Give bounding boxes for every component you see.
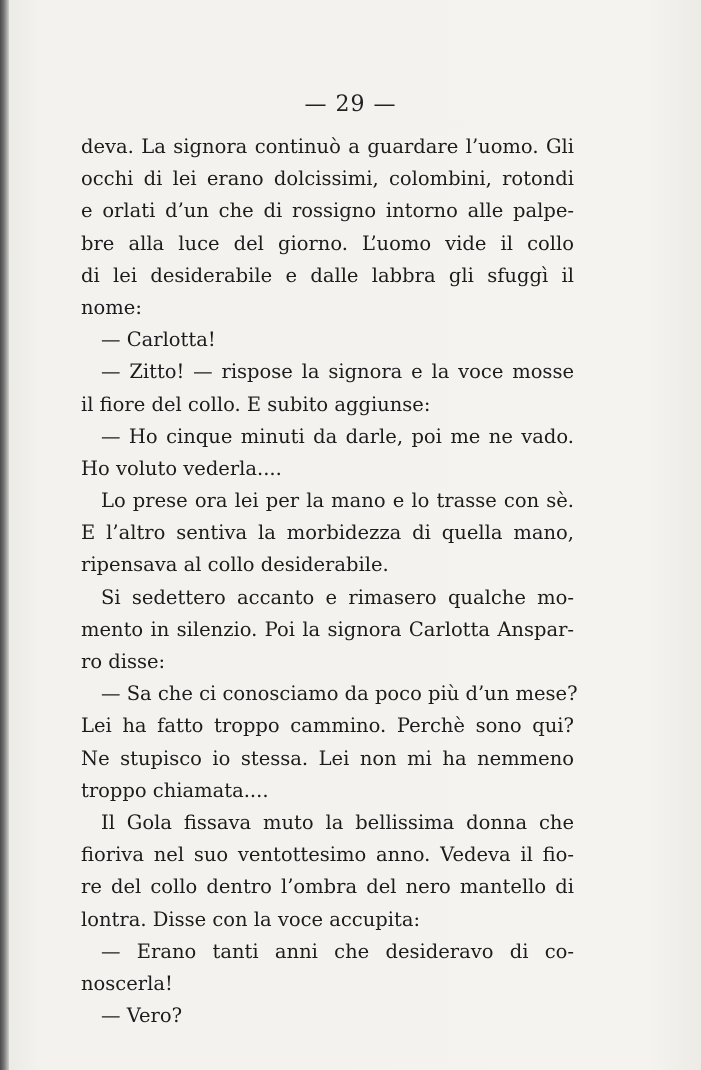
text-line: Ho voluto vederla.... [81, 456, 282, 480]
text-line: — Sa che ci conosciamo da poco più d’un mese? [101, 682, 578, 706]
text-line: ro disse: [81, 650, 166, 673]
text-line: E l’altro sentiva la morbidezza di quella mano, [81, 521, 574, 545]
text-line: fioriva nel suo ventottesimo anno. Vedeva il fio- [81, 843, 574, 867]
text-line: — Erano tanti anni che desideravo di co- [101, 939, 574, 963]
text-line: — Carlotta! [101, 328, 216, 352]
text-line: re del collo dentro l’ombra del nero mantello di [81, 875, 574, 899]
text-line: Si sedettero accanto e rimasero qualche mo- [101, 585, 574, 609]
text-line: lontra. Disse con la voce accupita: [81, 907, 421, 931]
text-line: ripensava al collo desiderabile. [81, 553, 389, 577]
text-line: Lo prese ora lei per la mano e lo trasse con sè. [101, 489, 574, 513]
text-line: di lei desiderabile e dalle labbra gli sfuggì il [81, 263, 574, 287]
text-line: mento in silenzio. Poi la signora Carlotta Anspar- [81, 617, 574, 641]
text-line: occhi di lei erano dolcissimi, colombini, rotondi [81, 167, 574, 191]
text-line: e orlati d’un che di rossigno intorno alle palpe- [81, 199, 574, 223]
text-line: noscerla! [81, 971, 173, 995]
text-line: deva. La signora continuò a guardare l’uomo. Gli [81, 135, 574, 158]
text-line: nome: [81, 295, 142, 319]
page-number: — 29 — [304, 92, 397, 117]
text-line: bre alla luce del giorno. L’uomo vide il collo [81, 231, 574, 255]
body-text [81, 131, 578, 1032]
text-line: — Ho cinque minuti da darle, poi me ne vado. [101, 424, 574, 448]
text-line: — Vero? [101, 1004, 183, 1028]
text-line: il fiore del collo. E subito aggiunse: [81, 392, 431, 416]
text-line: — Zitto! — rispose la signora e la voce mosse [101, 360, 574, 384]
text-line: Il Gola fissava muto la bellissima donna che [101, 810, 574, 834]
text-line: Ne stupisco io stessa. Lei non mi ha nemmeno [81, 746, 574, 770]
text-line: troppo chiamata.... [81, 778, 269, 802]
page-binding-edge [0, 0, 9, 1070]
text-line: Lei ha fatto troppo cammino. Perchè sono qui? [81, 714, 574, 738]
